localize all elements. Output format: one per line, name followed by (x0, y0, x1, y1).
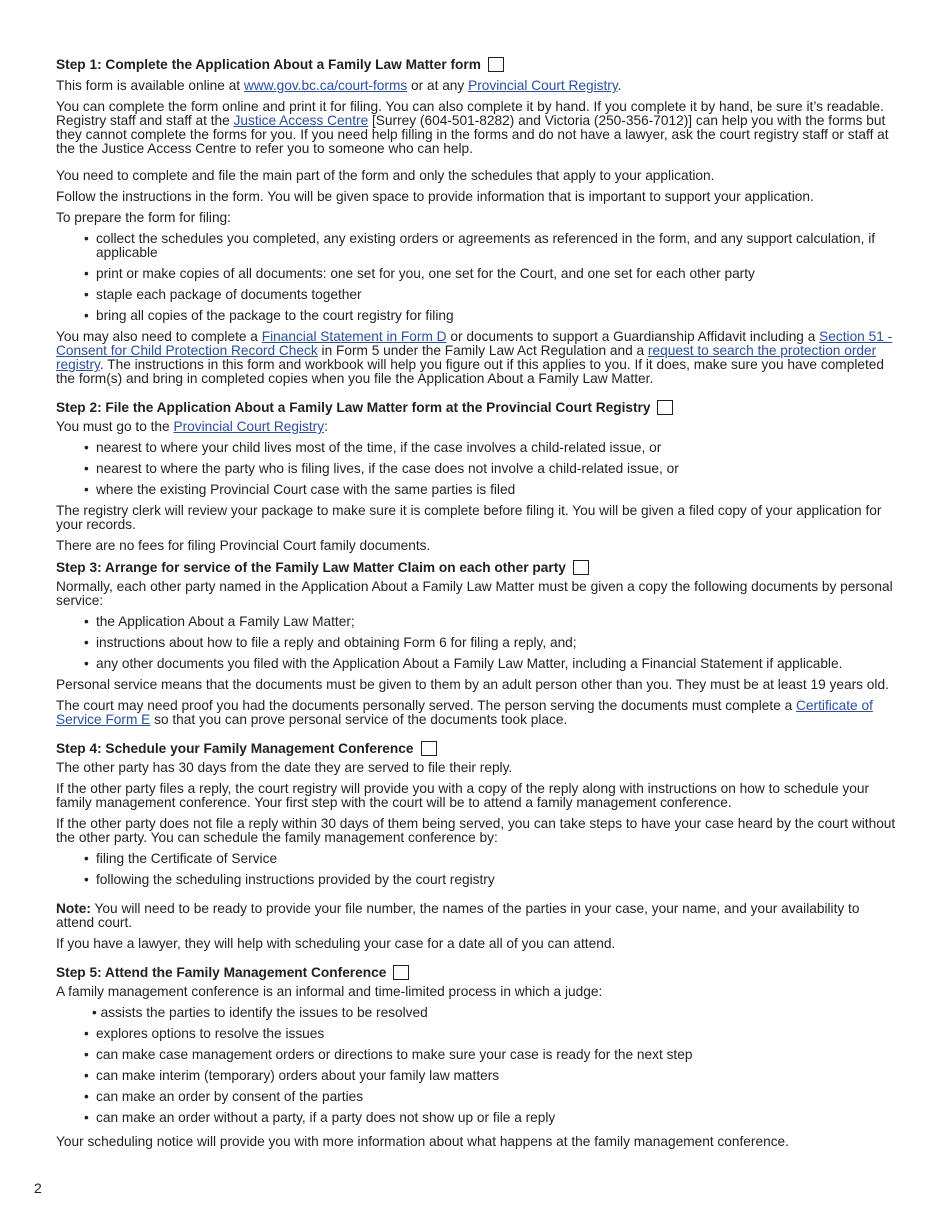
text: in Form 5 under the Family Law Act Regulation and a (317, 343, 648, 358)
list-item: • staple each package of documents together (56, 288, 896, 302)
document-page (56, 56, 896, 1149)
step1-heading (56, 56, 896, 73)
list-item: • following the scheduling instructions provided by the court registry (56, 873, 896, 887)
court-forms-link[interactable]: www.gov.bc.ca/court-forms (243, 78, 408, 93)
step5-checkbox[interactable] (393, 965, 409, 980)
step1-also-para (56, 330, 896, 386)
page-number: 2 (34, 1180, 42, 1196)
text: This form is available online at (56, 78, 244, 93)
text: . (617, 78, 622, 93)
step1-prepare-intro: To prepare the form for filing: (56, 210, 231, 225)
list-item: • the Application About a Family Law Matter; (56, 615, 896, 629)
step3-personal-para: Personal service means that the documents must be given to them by an adult person other than you. They must be at least 19 years old. (56, 677, 889, 692)
list-item: • nearest to where the party who is filing lives, if the case does not involve a child-related issue, or (56, 462, 896, 476)
step4-note-para (56, 902, 896, 930)
text: so that you can prove personal service of the documents took place. (150, 712, 568, 727)
provincial-court-registry-link[interactable]: Provincial Court Registry (468, 78, 618, 93)
list-item: • collect the schedules you completed, any existing orders or agreements as referenced in the form, and any support calculation, if applicable (56, 232, 896, 260)
step1-complete-para (56, 100, 896, 156)
text: You must go to the (56, 419, 174, 434)
step3-normally-para: Normally, each other party named in the Application About a Family Law Matter must be given a copy the following documents by personal service: (56, 579, 893, 608)
step3-heading-text: Step 3: Arrange for service of the Family Law Matter Claim on each other party (56, 560, 566, 575)
step5-list (56, 1006, 896, 1125)
step4-checkbox[interactable] (421, 741, 437, 756)
step1-availability (56, 79, 896, 93)
text: or documents to support a Guardianship Affidavit including a (446, 329, 820, 344)
list-item: • instructions about how to file a reply and obtaining Form 6 for filing a reply, and; (56, 636, 896, 650)
step5-intro: A family management conference is an informal and time-limited process in which a judge: (56, 984, 603, 999)
provincial-court-registry-link[interactable]: Provincial Court Registry (173, 419, 325, 434)
text: The court may need proof you had the documents personally served. The person serving the documents must complete a (56, 698, 797, 713)
step4-heading-text: Step 4: Schedule your Family Management Conference (56, 741, 414, 756)
list-item: • can make case management orders or directions to make sure your case is ready for the next step (56, 1048, 896, 1062)
text: You may also need to complete a (56, 329, 262, 344)
step4-reply-para: If the other party files a reply, the court registry will provide you with a copy of the reply along with instructions on how to schedule your family management conference. Your first step with the court will be to attend a family management conference. (56, 781, 870, 810)
step4-list (56, 852, 896, 887)
text: . The instructions in this form and workbook will help you figure out if this applies to you. If it does, make sure you have completed the form(s) and bring in completed copies when you file the Application About a Family Law Matter. (56, 357, 884, 386)
step2-go-para (56, 420, 896, 434)
list-item: • filing the Certificate of Service (56, 852, 896, 866)
step1-need-para: You need to complete and file the main part of the form and only the schedules that apply to your application. (56, 168, 715, 183)
step1-checkbox[interactable] (488, 57, 504, 72)
certificate-of-service-link[interactable]: Certificate of Service Form E (56, 698, 873, 727)
text: You can complete the form online and print it for filing. You can also complete it by hand. If you complete it by hand, be sure it’s readable. Registry staff and staff at the (56, 99, 884, 128)
list-item: • can make an order by consent of the parties (56, 1090, 896, 1104)
protection-order-registry-link[interactable]: request to search the protection order registry (56, 343, 877, 372)
justice-access-centre-link[interactable]: Justice Access Centre (233, 113, 369, 128)
list-item: • can make an order without a party, if a party does not show up or file a reply (56, 1111, 896, 1125)
step3-list (56, 615, 896, 671)
step1-follow-para: Follow the instructions in the form. You will be given space to provide information that is important to support your application. (56, 189, 814, 204)
list-item: • any other documents you filed with the Application About a Family Law Matter, including a Financial Statement if applicable. (56, 657, 896, 671)
step2-fees-para: There are no fees for filing Provincial Court family documents. (56, 538, 431, 553)
step1-heading-text: Step 1: Complete the Application About a Family Law Matter form (56, 57, 481, 72)
step5-heading-text: Step 5: Attend the Family Management Conference (56, 965, 387, 980)
list-item: • explores options to resolve the issues (56, 1027, 896, 1041)
step5-heading (56, 964, 896, 981)
step4-days-para: The other party has 30 days from the date they are served to file their reply. (56, 760, 513, 775)
step1-prepare-list (56, 232, 896, 323)
step2-heading-text: Step 2: File the Application About a Family Law Matter form at the Provincial Court Registry (56, 400, 651, 415)
step3-proof-para (56, 699, 896, 727)
text: or at any (407, 78, 469, 93)
note-label: Note: (56, 901, 91, 916)
step4-lawyer-para: If you have a lawyer, they will help with scheduling your case for a date all of you can attend. (56, 936, 616, 951)
step3-checkbox[interactable] (573, 560, 589, 575)
list-item: • nearest to where your child lives most of the time, if the case involves a child-related issue, or (56, 441, 896, 455)
step5-closing-para: Your scheduling notice will provide you with more information about what happens at the family management conference. (56, 1134, 789, 1149)
step2-checkbox[interactable] (657, 400, 673, 415)
step4-heading (56, 740, 896, 757)
step2-heading (56, 399, 896, 416)
step2-list (56, 441, 896, 497)
step3-heading (56, 559, 896, 576)
list-item: • assists the parties to identify the issues to be resolved (92, 1005, 428, 1020)
list-item: • print or make copies of all documents: one set for you, one set for the Court, and one set for each other party (56, 267, 896, 281)
financial-statement-link[interactable]: Financial Statement in Form D (261, 329, 447, 344)
text: : (324, 419, 328, 434)
section-51-consent-link[interactable]: Section 51 - Consent for Child Protection Record Check (56, 329, 893, 358)
list-item: • where the existing Provincial Court case with the same parties is filed (56, 483, 896, 497)
list-item: • bring all copies of the package to the court registry for filing (56, 309, 896, 323)
text: [Surrey (604-501-8282) and Victoria (250-356-7012)] can help you with the forms but they cannot complete the forms for you. If you need help filling in the forms and do not have a lawyer, ask the court registry staff or staff at the the Justice Access Centre to refer you to someone who can help. (56, 113, 889, 156)
list-item: • can make interim (temporary) orders about your family law matters (56, 1069, 896, 1083)
step2-review-para: The registry clerk will review your package to make sure it is complete before filing it. You will be given a filed copy of your application for your records. (56, 503, 882, 532)
step4-noreply-para: If the other party does not file a reply within 30 days of them being served, you can take steps to have your case heard by the court without the other party. You can schedule the family management conference by: (56, 816, 896, 845)
text: You will need to be ready to provide your file number, the names of the parties in your case, your name, and your availability to attend court. (56, 901, 860, 930)
